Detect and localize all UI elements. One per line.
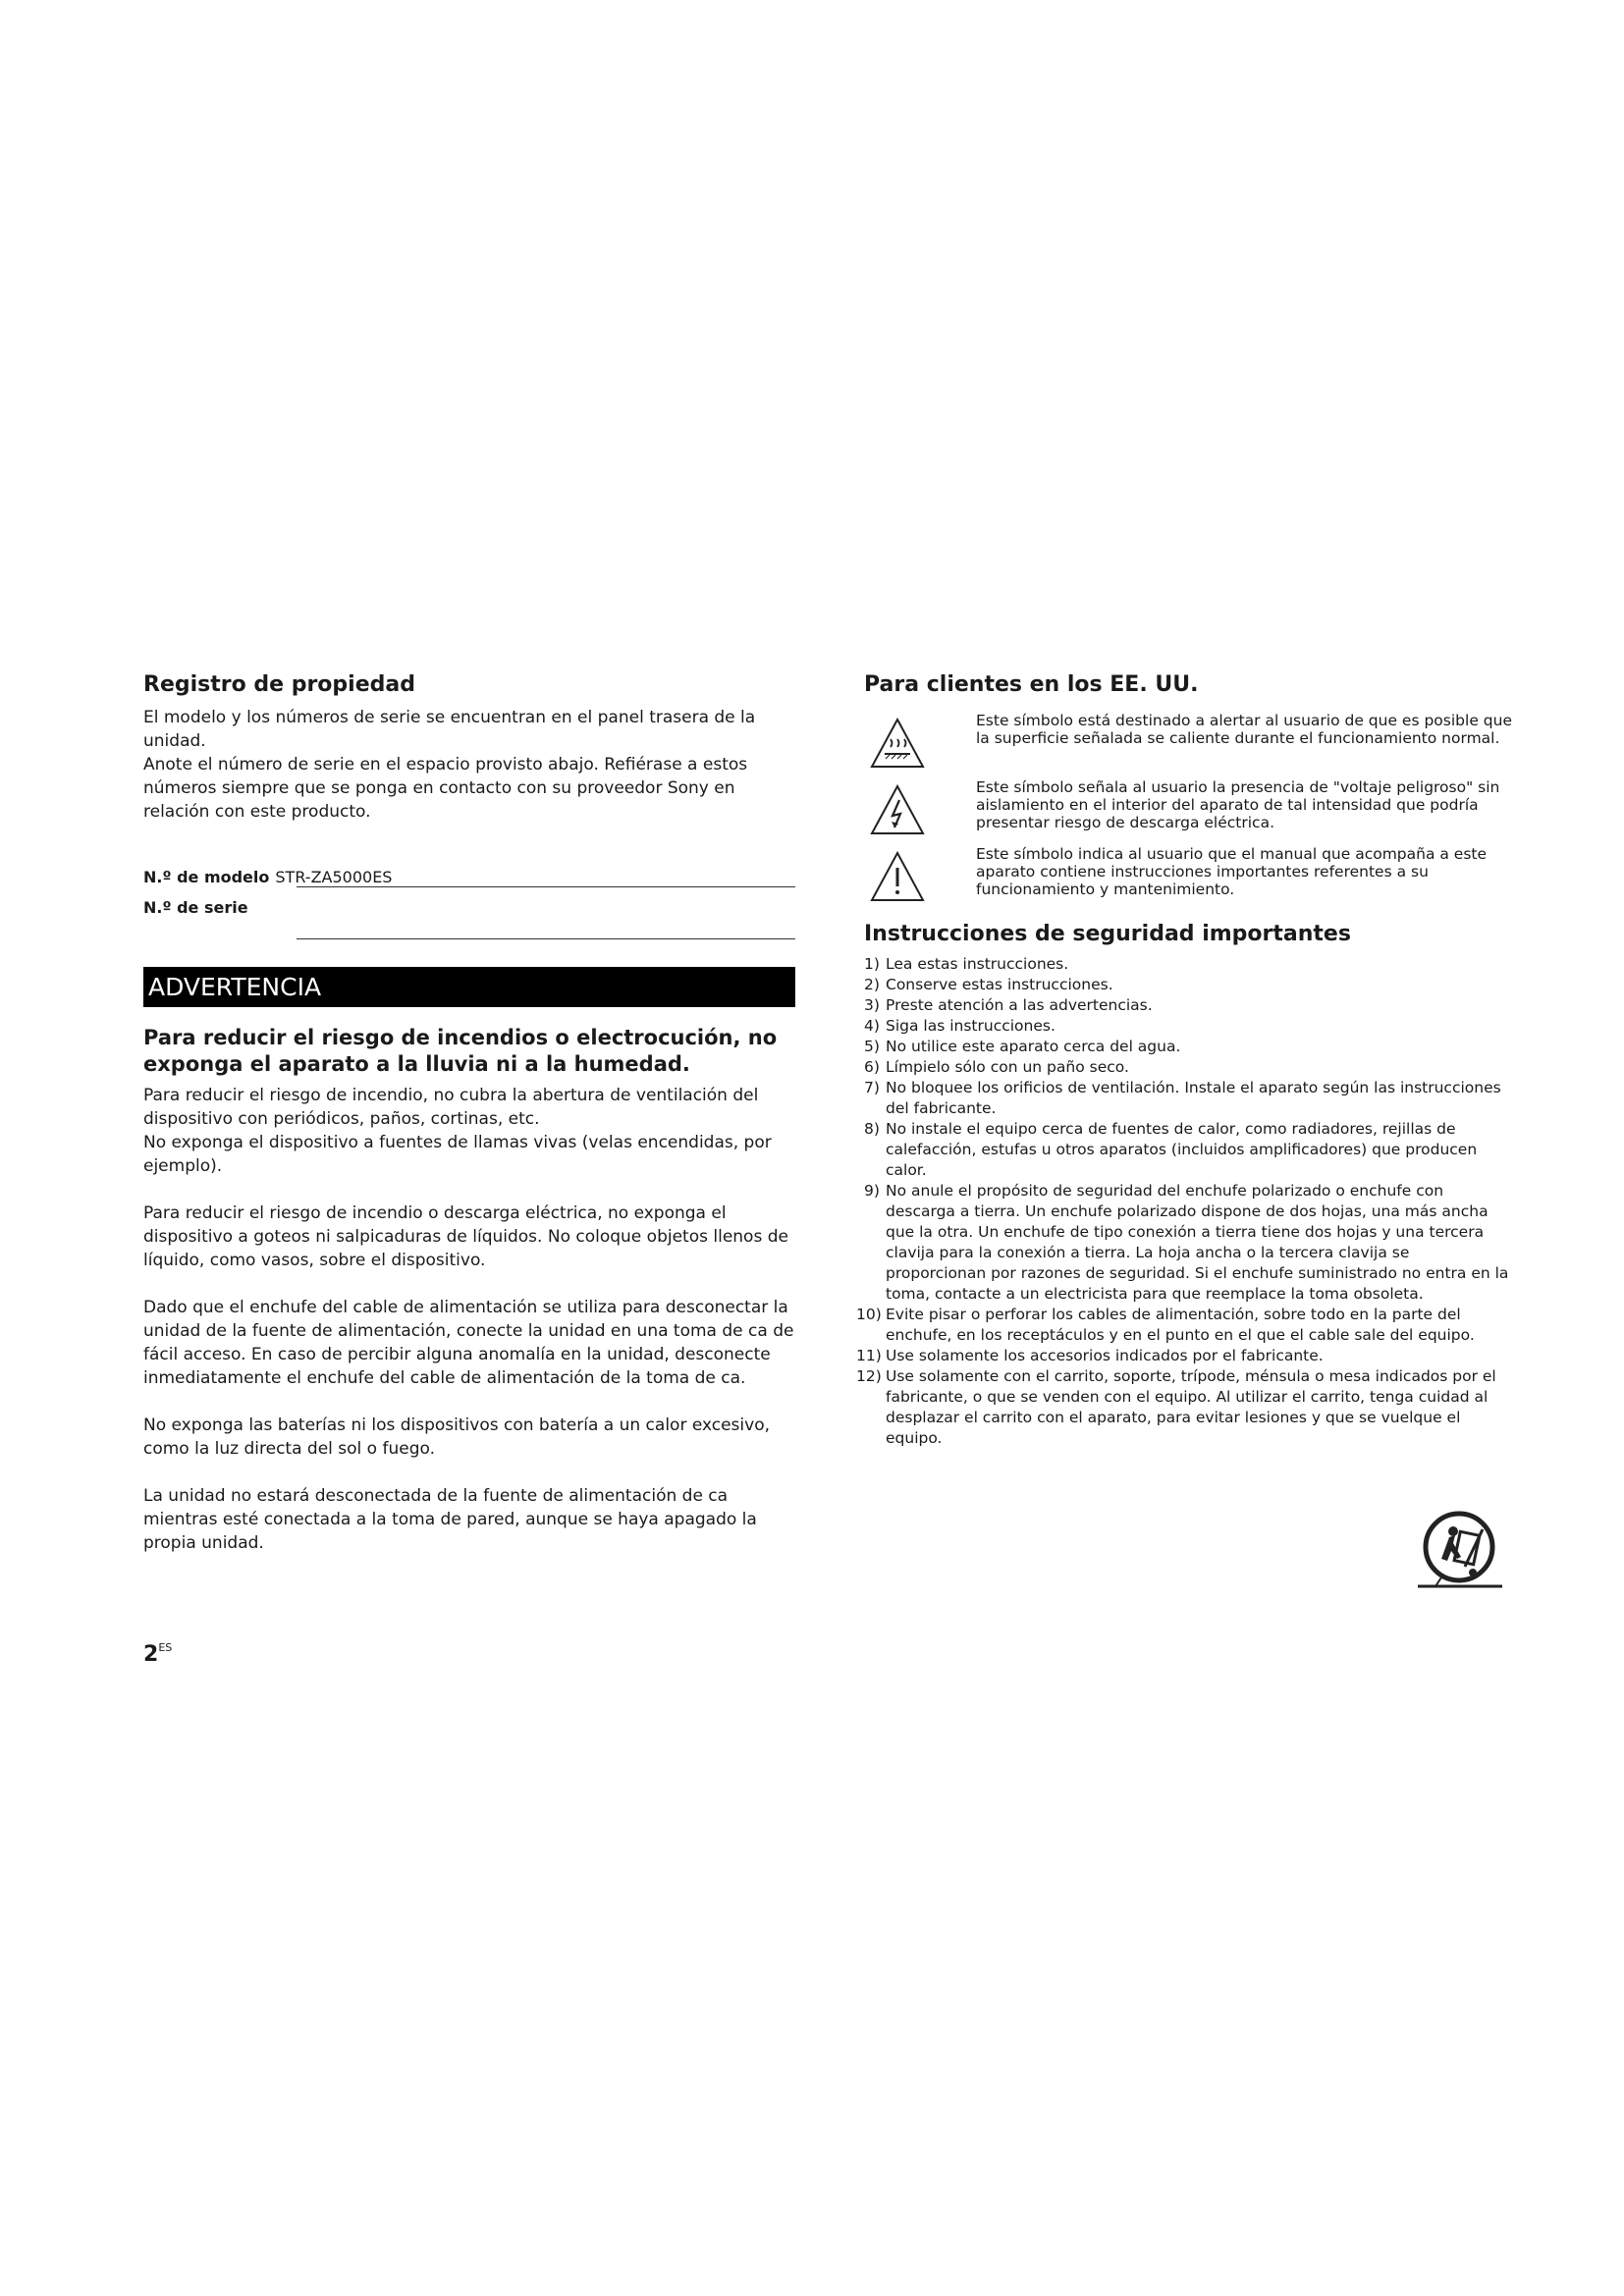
list-item: 2) Conserve estas instrucciones.: [864, 975, 1113, 993]
symbol-row-shock: [864, 778, 1512, 835]
symbol-text-shock: Este símbolo señala al usuario la presencia de "voltaje peligroso" sin aislamiento en el interior del aparato de tal intensidad que podría presentar riesgo de descarga eléctrica.: [976, 778, 1500, 832]
list-item: 11) Use solamente los accesorios indicados por el fabricante.: [856, 1346, 1324, 1364]
model-number-label: N.º de modelo: [143, 868, 270, 887]
registro-heading: Registro de propiedad: [143, 672, 415, 697]
right-column: [856, 672, 1512, 1449]
serial-number-label: N.º de serie: [143, 898, 248, 918]
list-item: 7) No bloquee los orificios de ventilación. Instale el aparato según las instrucciones del fabricante.: [864, 1078, 1501, 1117]
list-item: 6) Límpielo sólo con un paño seco.: [864, 1057, 1129, 1076]
registro-paragraph-1: El modelo y los números de serie se encuentran en el panel trasera de la unidad.: [143, 708, 756, 752]
warning-paragraph-5: No exponga las baterías ni los dispositivos con batería a un calor excesivo, como la luz directa del sol o fuego.: [143, 1415, 771, 1460]
serial-number-underline: [297, 938, 795, 939]
warning-paragraph-1: Para reducir el riesgo de incendio, no cubra la abertura de ventilación del dispositivo con periódicos, paños, cortinas, etc.: [143, 1086, 759, 1130]
list-item: 12) Use solamente con el carrito, soporte, trípode, ménsula o mesa indicados por el fabricante, o que se venden con el equipo. Al utilizar el carrito, tenga cuidad al desplazar el carrito con el aparato, para evitar lesiones y que se vuelque el equipo.: [856, 1366, 1496, 1447]
model-number-field: [143, 857, 795, 886]
list-item: 8) No instale el equipo cerca de fuentes de calor, como radiadores, rejillas de calefacción, estufas u otros aparatos (incluidos amplificadores) que producen calor.: [864, 1119, 1478, 1179]
list-item: 5) No utilice este aparato cerca del agua.: [864, 1037, 1181, 1055]
warning-paragraph-4: Dado que el enchufe del cable de alimentación se utiliza para desconectar la unidad de la fuente de alimentación, conecte la unidad en una toma de ca de fácil acceso. En caso de percibir alguna anomalía en la unidad, desconecte inmediatamente el enchufe del cable de alimentación de la toma de ca.: [143, 1298, 794, 1389]
warning-heading: Para reducir el riesgo de incendios o electrocución, no exponga el aparato a la lluvia ni a la humedad.: [143, 1026, 778, 1077]
safety-instructions-list: [856, 954, 1512, 1449]
list-item: 10) Evite pisar o perforar los cables de alimentación, sobre todo en la parte del enchufe, en los receptáculos y en el punto en el que el cable sale del equipo.: [856, 1305, 1475, 1344]
hot-surface-warning-icon: [870, 718, 925, 769]
page-language: ES: [158, 1641, 173, 1654]
symbol-text-exclamation: Este símbolo indica al usuario que el manual que acompaña a este aparato contiene instrucciones importantes referentes a su funcionamiento y mantenimiento.: [976, 845, 1488, 899]
cart-tip-over-warning-icon: [1414, 1510, 1506, 1590]
serial-number-field: [143, 887, 795, 917]
left-column: [143, 672, 795, 1555]
warning-paragraph-3: Para reducir el riesgo de incendio o descarga eléctrica, no exponga el dispositivo a goteos ni salpicaduras de líquidos. No coloque objetos llenos de líquido, como vasos, sobre el dispositivo.: [143, 1203, 788, 1271]
list-item: 3) Preste atención a las advertencias.: [864, 995, 1153, 1014]
registro-paragraph-2: Anote el número de serie en el espacio provisto abajo. Refiérase a estos números siempre que se ponga en contacto con su proveedor Sony en relación con este producto.: [143, 755, 748, 823]
warning-paragraph-2: No exponga el dispositivo a fuentes de llamas vivas (velas encendidas, por ejemplo).: [143, 1133, 772, 1177]
symbol-row-hot-surface: [864, 712, 1512, 769]
exclamation-warning-icon: [870, 851, 925, 902]
advertencia-banner: ADVERTENCIA: [143, 967, 795, 1007]
electric-shock-warning-icon: [870, 784, 925, 835]
page-number: $2^{ES}$: [143, 1641, 173, 1667]
symbol-text-hot-surface: Este símbolo está destinado a alertar al usuario de que es posible que la superficie señalada se caliente durante el funcionamiento normal.: [976, 712, 1512, 748]
symbol-row-exclamation: [864, 845, 1512, 902]
clientes-heading: Para clientes en los EE. UU.: [864, 672, 1199, 697]
instrucciones-heading: Instrucciones de seguridad importantes: [864, 922, 1351, 947]
list-item: 4) Siga las instrucciones.: [864, 1016, 1056, 1035]
warning-paragraph-6: La unidad no estará desconectada de la fuente de alimentación de ca mientras esté conectada a la toma de pared, aunque se haya apagado la propia unidad.: [143, 1486, 757, 1554]
list-item: 1) Lea estas instrucciones.: [864, 954, 1069, 973]
list-item: 9) No anule el propósito de seguridad del enchufe polarizado o enchufe con descarga a tierra. Un enchufe polarizado dispone de dos hojas, una más ancha que la otra. Un enchufe de tipo conexión a tierra tiene dos hojas y una tercera clavija para la conexión a tierra. La hoja ancha o la tercera clavija se proporcionan por razones de seguridad. Si el enchufe suministrado no entra en la toma, contacte a un electricista para que reemplace la toma obsoleta.: [864, 1181, 1509, 1303]
model-number-value: STR-ZA5000ES: [275, 868, 393, 887]
